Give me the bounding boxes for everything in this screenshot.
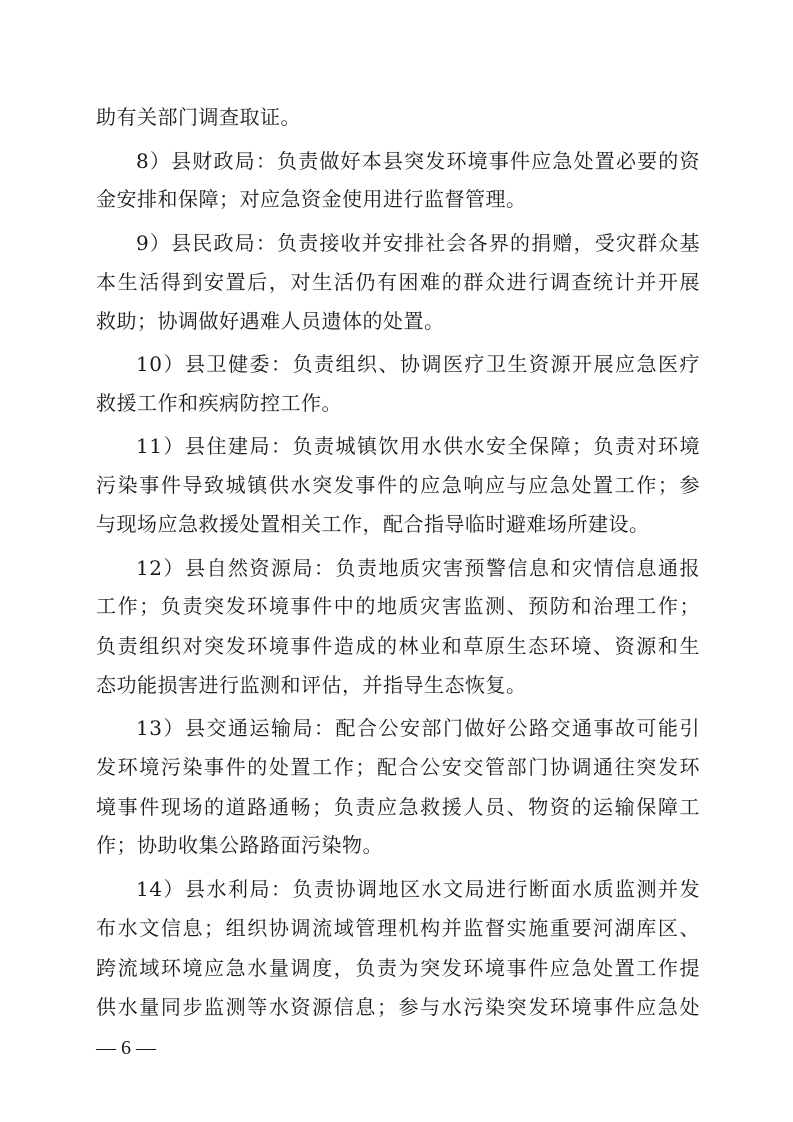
text-line: 负责组织对突发环境事件造成的林业和草原生态环境、资源和生 (96, 634, 700, 658)
text-line: 跨流域环境应急水量调度，负责为突发环境事件应急处置工作提 (96, 956, 700, 980)
page-number: — 6 — (96, 1037, 156, 1059)
text-line: 作；协助收集公路路面污染物。 (96, 833, 383, 857)
text-line: 污染事件导致城镇供水突发事件的应急响应与应急处置工作；参 (96, 473, 700, 497)
text-line: 本生活得到安置后，对生活仍有困难的群众进行调查统计并开展 (96, 270, 700, 294)
text-line: 金安排和保障；对应急资金使用进行监督管理。 (96, 187, 527, 211)
text-line: 救助；协调做好遇难人员遗体的处置。 (96, 309, 445, 333)
text-line: 14）县水利局：负责协调地区水文局进行断面水质监测并发 (136, 877, 700, 901)
text-line: 11）县住建局：负责城镇饮用水供水安全保障；负责对环境 (136, 434, 700, 458)
text-line: 布水文信息；组织协调流域管理机构并监督实施重要河湖库区、 (96, 916, 700, 940)
text-line: 8）县财政局：负责做好本县突发环境事件应急处置必要的资 (136, 149, 700, 173)
text-line: 10）县卫健委：负责组织、协调医疗卫生资源开展应急医疗 (136, 352, 700, 376)
text-line: 境事件现场的道路通畅；负责应急救援人员、物资的运输保障工 (96, 795, 700, 819)
text-line: 13）县交通运输局：配合公安部门做好公路交通事故可能引 (136, 716, 700, 740)
text-line: 工作；负责突发环境事件中的地质灾害监测、预防和治理工作； (96, 594, 700, 618)
text-line: 发环境污染事件的处置工作；配合公安交管部门协调通往突发环 (96, 755, 700, 779)
text-line: 供水量同步监测等水资源信息；参与水污染突发环境事件应急处 (96, 995, 700, 1019)
text-line: 救援工作和疾病防控工作。 (96, 391, 342, 415)
text-line: 12）县自然资源局：负责地质灾害预警信息和灾情信息通报 (136, 556, 700, 580)
text-line: 态功能损害进行监测和评估，并指导生态恢复。 (96, 673, 527, 697)
text-line: 9）县民政局：负责接收并安排社会各界的捐赠，受灾群众基 (136, 231, 700, 255)
text-line: 与现场应急救援处置相关工作，配合指导临时避难场所建设。 (96, 512, 650, 536)
text-line: 助有关部门调查取证。 (96, 105, 301, 129)
